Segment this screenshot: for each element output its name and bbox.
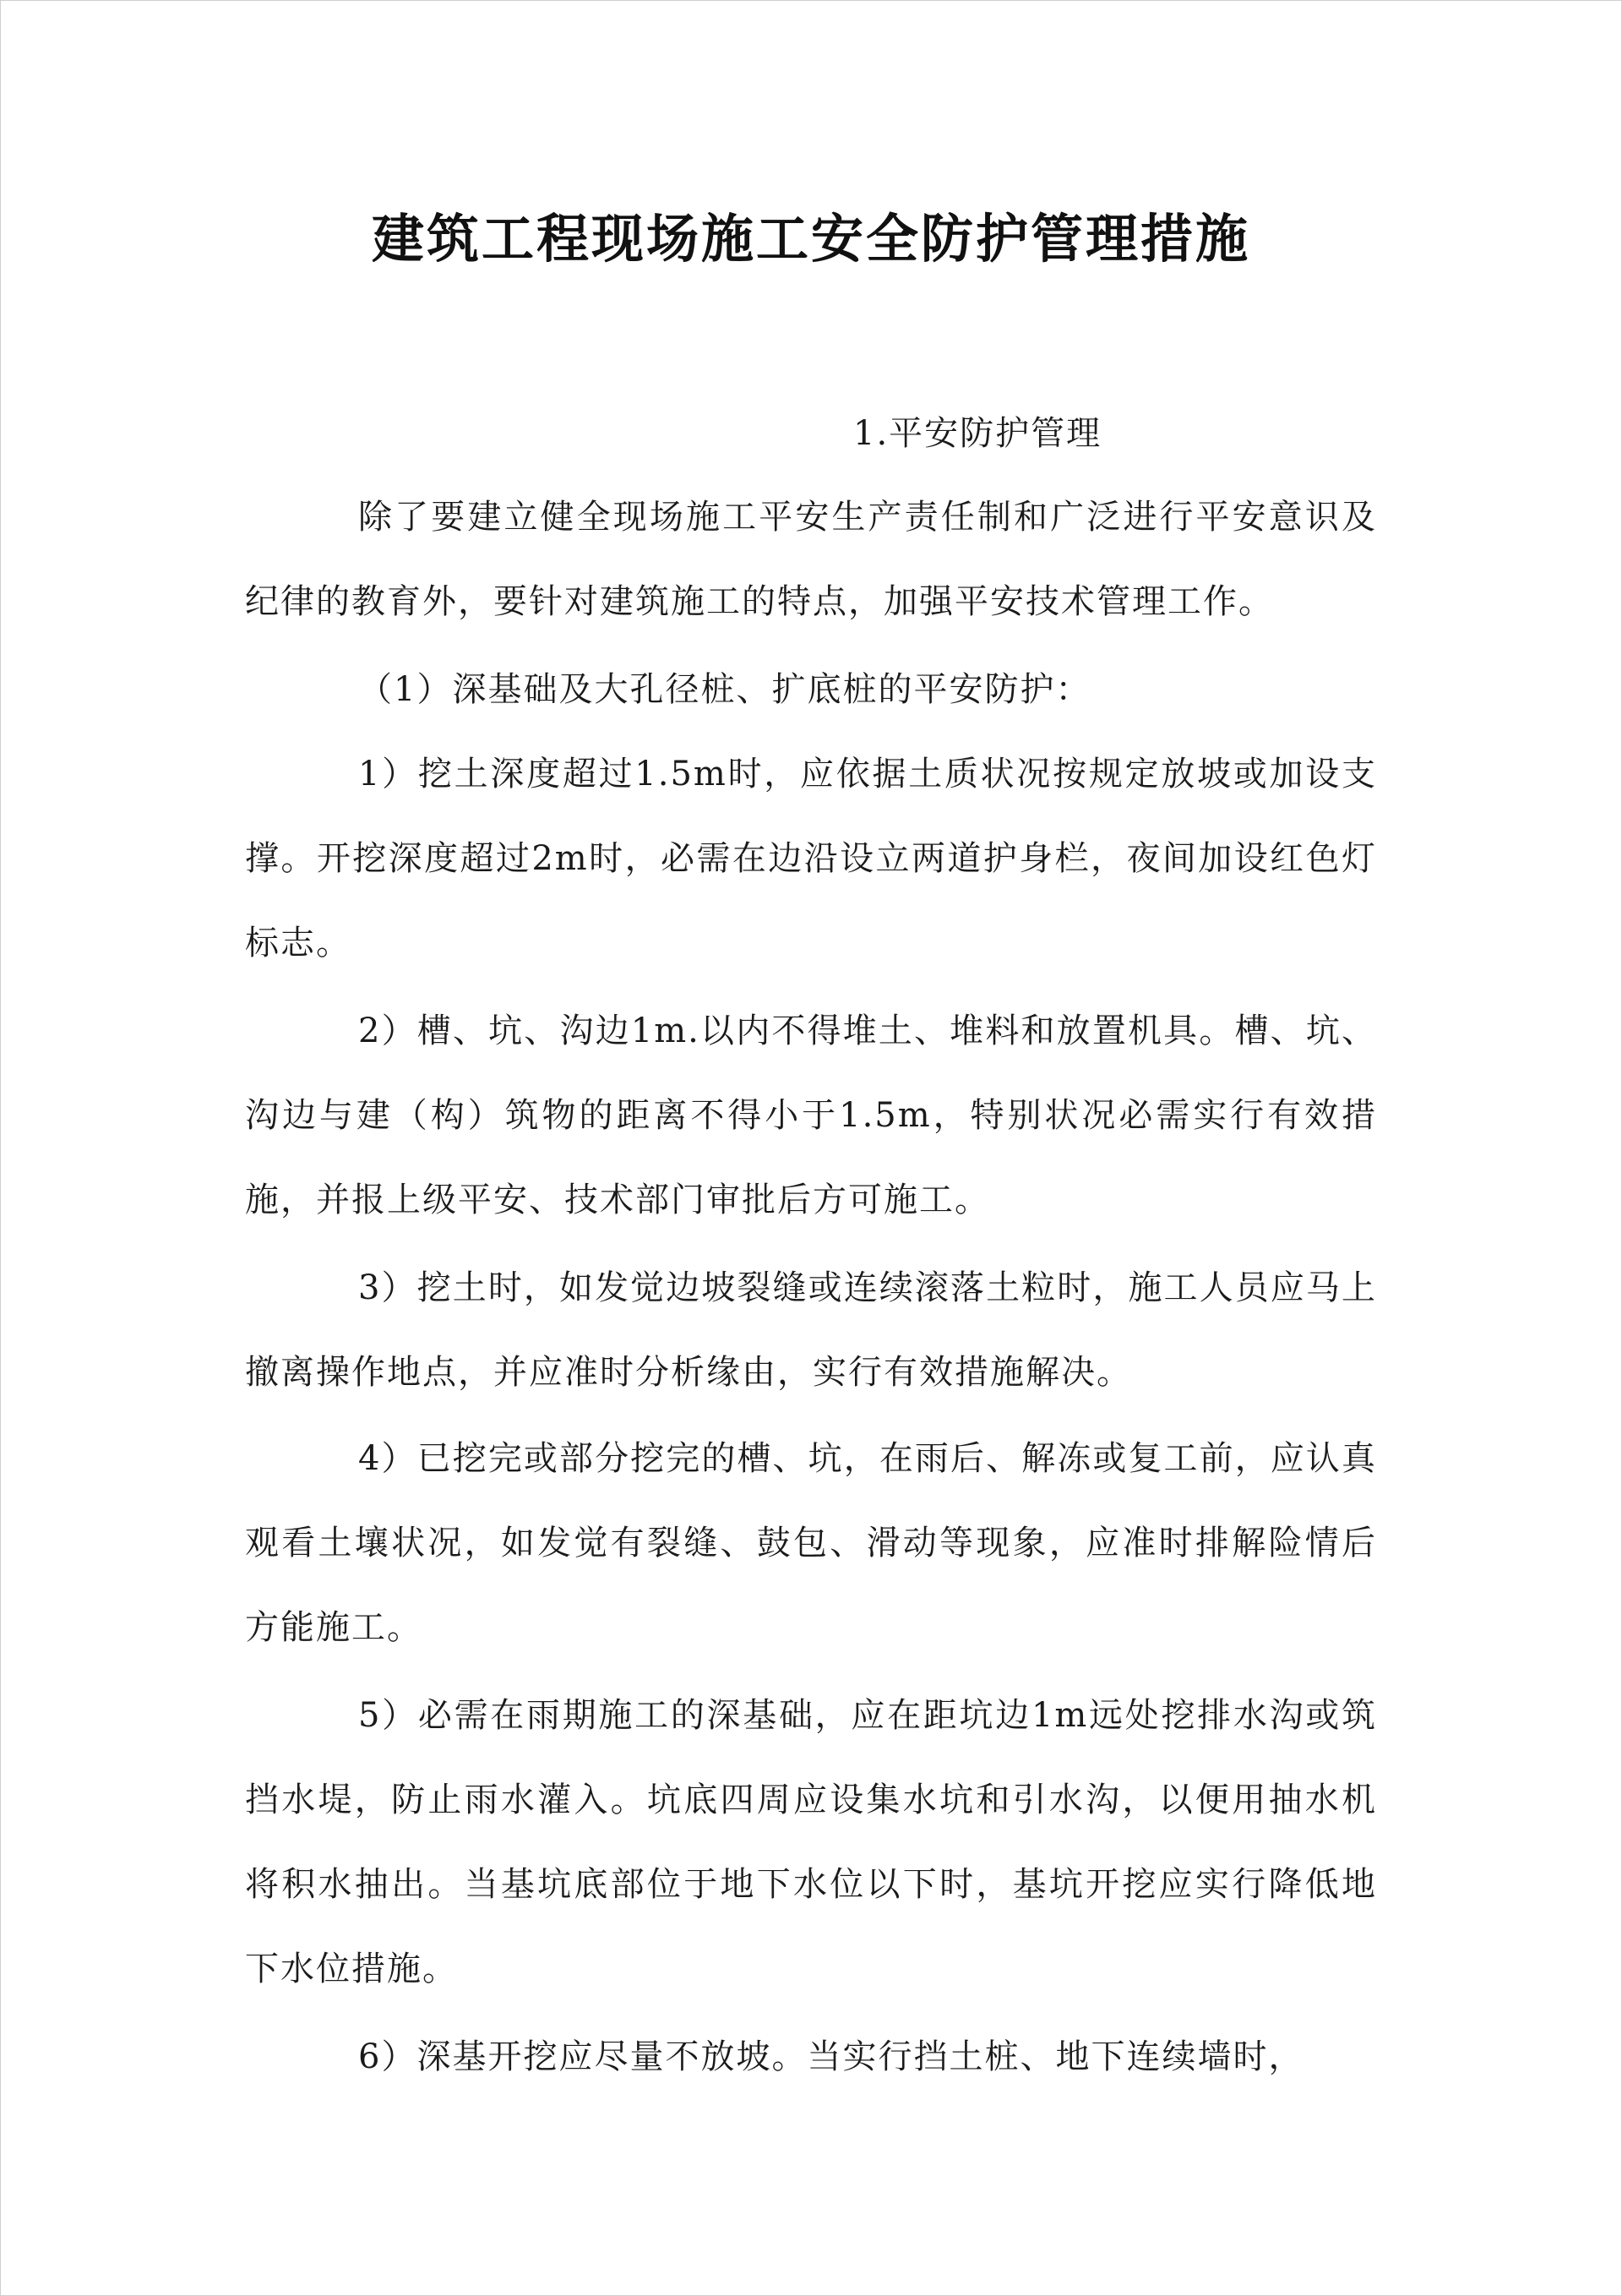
paragraph-item-4: 4）已挖完或部分挖完的槽、坑，在雨后、解冻或复工前，应认真观看土壤状况，如发觉有裂缝、鼓包、滑动等现象，应准时排解险情后方能施工。	[245, 1439, 1377, 1647]
paragraph-item-5: 5）必需在雨期施工的深基础，应在距坑边1m远处挖排水沟或筑挡水堤，防止雨水灌入。坑底四周应设集水坑和引水沟，以便用抽水机将积水抽出。当基坑底部位于地下水位以下时，基坑开挖应实行降低地下水位措施。	[245, 1696, 1377, 1988]
paragraph-item-1: 1）挖土深度超过1.5m时，应依据土质状况按规定放坡或加设支撑。开挖深度超过2m时，必需在边沿设立两道护身栏，夜间加设红色灯标志。	[245, 755, 1377, 963]
paragraph-item-6: 6）深基开挖应尽量不放坡。当实行挡土桩、地下连续墙时，	[358, 2037, 1304, 2076]
paragraph-item-3: 3）挖土时，如发觉边坡裂缝或连续滚落土粒时，施工人员应马上撤离操作地点，并应准时分析缘由，实行有效措施解决。	[245, 1268, 1377, 1392]
paragraph-intro: 除了要建立健全现场施工平安生产责任制和广泛进行平安意识及纪律的教育外，要针对建筑施工的特点，加强平安技术管理工作。	[245, 498, 1377, 621]
document-title: 建筑工程现场施工安全防护管理措施	[371, 208, 1250, 270]
section-heading: 1.平安防护管理	[853, 414, 1102, 453]
paragraph-item-2: 2）槽、坑、沟边1m.以内不得堆土、堆料和放置机具。槽、坑、沟边与建（构）筑物的距离不得小于1.5m，特别状况必需实行有效措施，并报上级平安、技术部门审批后方可施工。	[245, 1012, 1377, 1219]
subsection-heading: （1）深基础及大孔径桩、扩底桩的平安防护：	[358, 670, 1091, 709]
